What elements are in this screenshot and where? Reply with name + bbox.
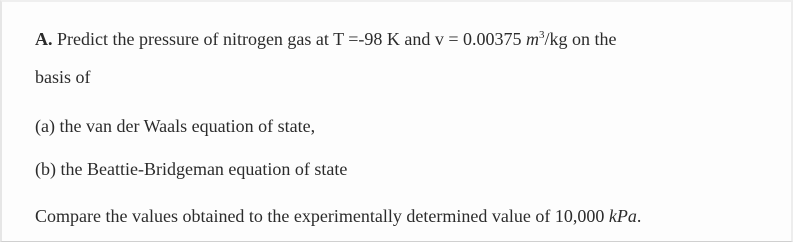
problem-label: A.	[35, 29, 53, 49]
compare-end: .	[636, 206, 642, 226]
item-a: (a) the van der Waals equation of state,	[35, 116, 316, 136]
volume-unit-rest: /kg on the	[544, 29, 617, 49]
volume-unit-exponent: 3	[539, 29, 545, 41]
compare-unit: kPa	[608, 206, 637, 226]
problem-intro-continuation: basis of	[35, 67, 91, 87]
item-b: (b) the Beattie-Bridgeman equation of state	[35, 159, 348, 179]
volume-unit-m: m	[526, 29, 540, 49]
compare-line	[35, 207, 641, 225]
problem-intro-line	[35, 30, 617, 48]
problem-intro-text: Predict the pressure of nitrogen gas at T =-98 K and v = 0.00375	[52, 29, 527, 49]
compare-text: Compare the values obtained to the experimentally determined value of 10,000	[35, 206, 609, 226]
